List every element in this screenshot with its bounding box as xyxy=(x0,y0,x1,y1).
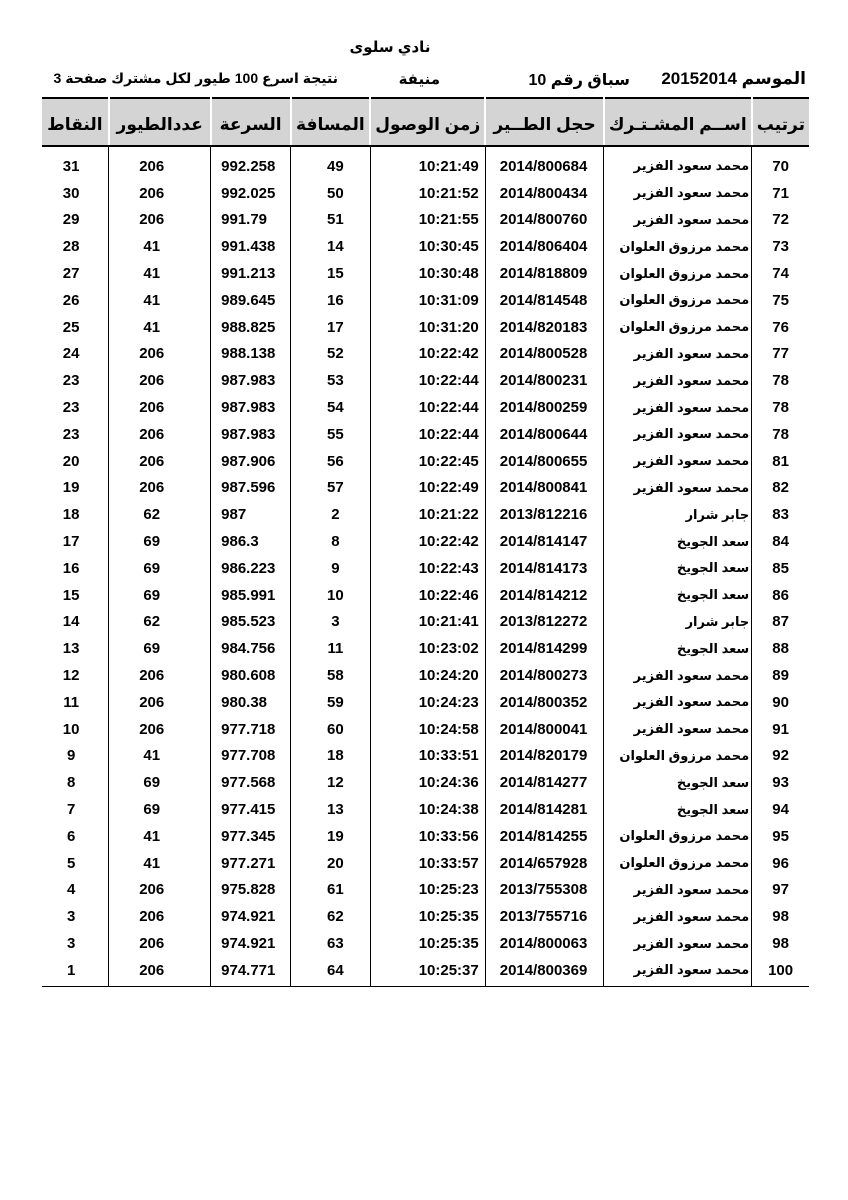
cell-name: محمد سعود الفزير xyxy=(604,930,752,957)
header-ring: حجل الطــير xyxy=(485,98,604,146)
cell-distance: 55 xyxy=(291,421,371,448)
cell-time: 10:30:45 xyxy=(370,233,485,260)
cell-speed: 974.921 xyxy=(211,930,291,957)
cell-ring: 2014/800041 xyxy=(485,716,604,743)
cell-birds: 206 xyxy=(109,716,211,743)
cell-time: 10:31:20 xyxy=(370,314,485,341)
cell-ring: 2014/800231 xyxy=(485,367,604,394)
cell-rank: 76 xyxy=(752,314,809,341)
cell-rank: 86 xyxy=(752,582,809,609)
cell-birds: 41 xyxy=(109,314,211,341)
cell-ring: 2014/800273 xyxy=(485,662,604,689)
cell-time: 10:22:46 xyxy=(370,582,485,609)
cell-birds: 41 xyxy=(109,850,211,877)
cell-birds: 41 xyxy=(109,823,211,850)
cell-ring: 2014/814173 xyxy=(485,555,604,582)
cell-name: محمد سعود الفزير xyxy=(604,341,752,368)
table-row xyxy=(42,743,809,770)
cell-name: جابر شرار xyxy=(604,501,752,528)
cell-birds: 206 xyxy=(109,957,211,986)
table-row xyxy=(42,609,809,636)
cell-points: 8 xyxy=(66,774,76,792)
cell-speed: 987.596 xyxy=(211,475,291,502)
cell-speed: 992.258 xyxy=(211,153,291,180)
cell-birds: 206 xyxy=(109,367,211,394)
table-row xyxy=(42,823,809,850)
cell-birds: 41 xyxy=(109,743,211,770)
cell-time: 10:24:20 xyxy=(370,662,485,689)
cell-birds: 206 xyxy=(109,180,211,207)
table-row xyxy=(42,287,809,314)
cell-speed: 991.79 xyxy=(211,207,291,234)
cell-distance: 2 xyxy=(291,501,371,528)
cell-distance: 60 xyxy=(291,716,371,743)
cell-distance: 20 xyxy=(291,850,371,877)
cell-speed: 985.991 xyxy=(211,582,291,609)
cell-name: سعد الجويخ xyxy=(604,769,752,796)
cell-distance: 54 xyxy=(291,394,371,421)
cell-rank: 84 xyxy=(752,528,809,555)
table-row xyxy=(42,662,809,689)
cell-distance: 12 xyxy=(291,769,371,796)
cell-time: 10:23:02 xyxy=(370,635,485,662)
cell-distance: 50 xyxy=(291,180,371,207)
cell-name: سعد الجويخ xyxy=(604,635,752,662)
header-distance: المسافة xyxy=(291,98,371,146)
table-row xyxy=(42,448,809,475)
cell-ring: 2013/812216 xyxy=(485,501,604,528)
cell-rank: 73 xyxy=(752,233,809,260)
cell-time: 10:21:22 xyxy=(370,501,485,528)
cell-name: محمد سعود الفزير xyxy=(604,394,752,421)
cell-ring: 2014/814255 xyxy=(485,823,604,850)
cell-points: 5 xyxy=(66,854,76,872)
cell-distance: 57 xyxy=(291,475,371,502)
cell-points: 12 xyxy=(62,667,80,685)
cell-ring: 2014/800352 xyxy=(485,689,604,716)
cell-name: محمد مرزوق العلوان xyxy=(604,287,752,314)
cell-points: 29 xyxy=(62,211,80,229)
cell-ring: 2014/820179 xyxy=(485,743,604,770)
table-row xyxy=(42,394,809,421)
table-row xyxy=(42,153,809,180)
cell-birds: 62 xyxy=(109,501,211,528)
cell-speed: 977.415 xyxy=(211,796,291,823)
cell-ring: 2014/800644 xyxy=(485,421,604,448)
cell-name: محمد مرزوق العلوان xyxy=(604,850,752,877)
header-rank: ترتيب xyxy=(752,98,809,146)
cell-time: 10:22:43 xyxy=(370,555,485,582)
cell-speed: 980.608 xyxy=(211,662,291,689)
table-header xyxy=(42,98,809,146)
cell-ring: 2013/812272 xyxy=(485,609,604,636)
cell-speed: 986.3 xyxy=(211,528,291,555)
cell-time: 10:22:49 xyxy=(370,475,485,502)
cell-rank: 96 xyxy=(752,850,809,877)
cell-time: 10:21:52 xyxy=(370,180,485,207)
cell-speed: 977.345 xyxy=(211,823,291,850)
cell-speed: 991.438 xyxy=(211,233,291,260)
cell-points: 10 xyxy=(62,720,80,738)
cell-speed: 992.025 xyxy=(211,180,291,207)
cell-rank: 94 xyxy=(752,796,809,823)
cell-birds: 206 xyxy=(109,689,211,716)
cell-time: 10:25:35 xyxy=(370,903,485,930)
cell-name: جابر شرار xyxy=(604,609,752,636)
cell-ring: 2014/818809 xyxy=(485,260,604,287)
cell-speed: 975.828 xyxy=(211,877,291,904)
cell-birds: 206 xyxy=(109,930,211,957)
cell-name: محمد سعود الفزير xyxy=(604,957,752,986)
cell-rank: 98 xyxy=(752,903,809,930)
header-name: اســم المشـتـرك xyxy=(604,98,752,146)
cell-distance: 56 xyxy=(291,448,371,475)
cell-ring: 2014/800528 xyxy=(485,341,604,368)
cell-points: 4 xyxy=(66,881,76,899)
cell-rank: 87 xyxy=(752,609,809,636)
cell-distance: 15 xyxy=(291,260,371,287)
table-row xyxy=(42,367,809,394)
cell-rank: 89 xyxy=(752,662,809,689)
cell-points: 24 xyxy=(62,345,80,363)
cell-speed: 977.718 xyxy=(211,716,291,743)
cell-rank: 98 xyxy=(752,930,809,957)
cell-distance: 8 xyxy=(291,528,371,555)
table-row xyxy=(42,528,809,555)
cell-time: 10:24:23 xyxy=(370,689,485,716)
cell-distance: 3 xyxy=(291,609,371,636)
cell-time: 10:21:49 xyxy=(370,153,485,180)
cell-speed: 988.825 xyxy=(211,314,291,341)
cell-points: 28 xyxy=(62,238,80,256)
cell-name: محمد سعود الفزير xyxy=(604,153,752,180)
cell-points: 16 xyxy=(62,559,80,577)
cell-rank: 75 xyxy=(752,287,809,314)
cell-points: 19 xyxy=(62,479,80,497)
cell-name: محمد مرزوق العلوان xyxy=(604,233,752,260)
cell-ring: 2013/755716 xyxy=(485,903,604,930)
header-birds: عددالطيور xyxy=(109,98,211,146)
cell-points: 7 xyxy=(66,801,76,819)
cell-speed: 987 xyxy=(211,501,291,528)
cell-points: 23 xyxy=(62,425,80,443)
table-row xyxy=(42,421,809,448)
cell-rank: 77 xyxy=(752,341,809,368)
cell-speed: 977.708 xyxy=(211,743,291,770)
cell-time: 10:22:44 xyxy=(370,367,485,394)
cell-time: 10:22:42 xyxy=(370,341,485,368)
cell-ring: 2013/755308 xyxy=(485,877,604,904)
cell-rank: 85 xyxy=(752,555,809,582)
cell-time: 10:33:57 xyxy=(370,850,485,877)
club-name: نادي سلوى xyxy=(349,39,431,56)
cell-name: محمد سعود الفزير xyxy=(604,180,752,207)
cell-time: 10:21:55 xyxy=(370,207,485,234)
cell-speed: 977.271 xyxy=(211,850,291,877)
cell-points: 26 xyxy=(62,291,80,309)
cell-time: 10:25:23 xyxy=(370,877,485,904)
cell-time: 10:30:48 xyxy=(370,260,485,287)
cell-ring: 2014/800369 xyxy=(485,957,604,986)
cell-name: سعد الجويخ xyxy=(604,555,752,582)
cell-ring: 2014/806404 xyxy=(485,233,604,260)
cell-points: 3 xyxy=(66,935,76,952)
cell-speed: 987.983 xyxy=(211,367,291,394)
cell-points: 25 xyxy=(62,318,80,336)
table-row xyxy=(42,903,809,930)
table-row xyxy=(42,850,809,877)
cell-points: 14 xyxy=(62,613,80,631)
header-points: النقاط xyxy=(42,98,109,146)
cell-birds: 69 xyxy=(109,582,211,609)
cell-ring: 2014/814299 xyxy=(485,635,604,662)
table-row xyxy=(42,501,809,528)
result-note: نتيجة اسرع 100 طيور لكل مشترك صفحة 3 xyxy=(53,70,338,86)
cell-ring: 2014/814548 xyxy=(485,287,604,314)
results-table xyxy=(42,97,809,987)
cell-rank: 100 xyxy=(752,957,809,986)
cell-time: 10:24:36 xyxy=(370,769,485,796)
cell-name: محمد مرزوق العلوان xyxy=(604,260,752,287)
cell-name: محمد سعود الفزير xyxy=(604,367,752,394)
cell-time: 10:22:44 xyxy=(370,421,485,448)
table-row xyxy=(42,475,809,502)
cell-rank: 88 xyxy=(752,635,809,662)
cell-rank: 97 xyxy=(752,877,809,904)
cell-distance: 52 xyxy=(291,341,371,368)
cell-time: 10:21:41 xyxy=(370,609,485,636)
cell-ring: 2014/820183 xyxy=(485,314,604,341)
cell-speed: 985.523 xyxy=(211,609,291,636)
cell-rank: 78 xyxy=(752,367,809,394)
cell-speed: 974.921 xyxy=(211,903,291,930)
cell-ring: 2014/800684 xyxy=(485,153,604,180)
cell-distance: 10 xyxy=(291,582,371,609)
cell-distance: 18 xyxy=(291,743,371,770)
header-time: زمن الوصول xyxy=(370,98,485,146)
table-row xyxy=(42,341,809,368)
cell-distance: 61 xyxy=(291,877,371,904)
cell-speed: 987.906 xyxy=(211,448,291,475)
cell-birds: 69 xyxy=(109,555,211,582)
cell-birds: 206 xyxy=(109,341,211,368)
cell-name: محمد سعود الفزير xyxy=(604,662,752,689)
cell-birds: 41 xyxy=(109,260,211,287)
cell-points: 13 xyxy=(62,640,80,658)
cell-points: 20 xyxy=(62,452,80,470)
cell-ring: 2014/657928 xyxy=(485,850,604,877)
race-number: سباق رقم 10 xyxy=(528,72,630,89)
table-row xyxy=(42,689,809,716)
table-row xyxy=(42,930,809,957)
cell-rank: 74 xyxy=(752,260,809,287)
cell-ring: 2014/814281 xyxy=(485,796,604,823)
cell-name: سعد الجويخ xyxy=(604,582,752,609)
cell-birds: 206 xyxy=(109,448,211,475)
cell-points: 1 xyxy=(42,957,109,986)
table-row xyxy=(42,260,809,287)
cell-birds: 206 xyxy=(109,877,211,904)
cell-distance: 62 xyxy=(291,903,371,930)
table-row xyxy=(42,716,809,743)
cell-points: 31 xyxy=(62,157,80,175)
cell-rank: 93 xyxy=(752,769,809,796)
cell-rank: 92 xyxy=(752,743,809,770)
cell-ring: 2014/814277 xyxy=(485,769,604,796)
cell-name: محمد سعود الفزير xyxy=(604,689,752,716)
cell-points: 9 xyxy=(66,747,76,765)
cell-points: 30 xyxy=(62,184,80,202)
cell-ring: 2014/800259 xyxy=(485,394,604,421)
cell-birds: 206 xyxy=(109,421,211,448)
cell-rank: 71 xyxy=(752,180,809,207)
cell-name: سعد الجويخ xyxy=(604,796,752,823)
cell-ring: 2014/800655 xyxy=(485,448,604,475)
table-row xyxy=(42,769,809,796)
cell-name: محمد سعود الفزير xyxy=(604,207,752,234)
cell-birds: 41 xyxy=(109,233,211,260)
table-row xyxy=(42,180,809,207)
cell-time: 10:33:56 xyxy=(370,823,485,850)
cell-speed: 984.756 xyxy=(211,635,291,662)
table-body xyxy=(42,146,809,986)
cell-time: 10:24:38 xyxy=(370,796,485,823)
cell-time: 10:31:09 xyxy=(370,287,485,314)
cell-points: 27 xyxy=(62,265,80,283)
loft-name: منيفة xyxy=(398,71,440,88)
cell-ring: 2014/800841 xyxy=(485,475,604,502)
cell-speed: 991.213 xyxy=(211,260,291,287)
table-row xyxy=(42,957,809,986)
cell-birds: 206 xyxy=(109,475,211,502)
cell-speed: 980.38 xyxy=(211,689,291,716)
cell-rank: 78 xyxy=(752,394,809,421)
cell-ring: 2014/814147 xyxy=(485,528,604,555)
cell-speed: 988.138 xyxy=(211,341,291,368)
cell-distance: 19 xyxy=(291,823,371,850)
cell-distance: 17 xyxy=(291,314,371,341)
cell-birds: 206 xyxy=(109,153,211,180)
cell-time: 10:25:37 xyxy=(370,957,485,986)
cell-speed: 989.645 xyxy=(211,287,291,314)
cell-distance: 51 xyxy=(291,207,371,234)
cell-rank: 95 xyxy=(752,823,809,850)
cell-points: 23 xyxy=(62,372,80,390)
cell-points: 17 xyxy=(62,533,80,551)
cell-distance: 64 xyxy=(291,957,371,986)
cell-birds: 41 xyxy=(109,287,211,314)
cell-ring: 2014/814212 xyxy=(485,582,604,609)
cell-birds: 69 xyxy=(109,528,211,555)
cell-points: 18 xyxy=(62,506,80,524)
cell-speed: 987.983 xyxy=(211,394,291,421)
cell-rank: 82 xyxy=(752,475,809,502)
cell-distance: 59 xyxy=(291,689,371,716)
cell-distance: 16 xyxy=(291,287,371,314)
cell-distance: 49 xyxy=(291,153,371,180)
cell-points: 11 xyxy=(63,693,80,711)
cell-name: محمد سعود الفزير xyxy=(604,475,752,502)
cell-birds: 69 xyxy=(109,769,211,796)
cell-distance: 9 xyxy=(291,555,371,582)
table-row xyxy=(42,635,809,662)
cell-time: 10:24:58 xyxy=(370,716,485,743)
cell-distance: 13 xyxy=(291,796,371,823)
cell-distance: 53 xyxy=(291,367,371,394)
cell-birds: 69 xyxy=(109,796,211,823)
cell-birds: 206 xyxy=(109,903,211,930)
cell-speed: 974.771 xyxy=(211,957,291,986)
cell-ring: 2014/800434 xyxy=(485,180,604,207)
cell-distance: 58 xyxy=(291,662,371,689)
cell-distance: 11 xyxy=(291,635,371,662)
cell-name: محمد مرزوق العلوان xyxy=(604,314,752,341)
table-row xyxy=(42,796,809,823)
table-row xyxy=(42,233,809,260)
table-row xyxy=(42,207,809,234)
cell-birds: 62 xyxy=(109,609,211,636)
table-row xyxy=(42,314,809,341)
cell-birds: 206 xyxy=(109,662,211,689)
cell-distance: 63 xyxy=(291,930,371,957)
cell-points: 23 xyxy=(62,399,80,417)
cell-time: 10:22:44 xyxy=(370,394,485,421)
cell-speed: 986.223 xyxy=(211,555,291,582)
cell-name: محمد سعود الفزير xyxy=(604,448,752,475)
cell-name: محمد سعود الفزير xyxy=(604,716,752,743)
cell-rank: 91 xyxy=(752,716,809,743)
cell-name: محمد مرزوق العلوان xyxy=(604,743,752,770)
header-speed: السرعة xyxy=(211,98,291,146)
cell-rank: 81 xyxy=(752,448,809,475)
cell-birds: 206 xyxy=(109,207,211,234)
cell-name: سعد الجويخ xyxy=(604,528,752,555)
cell-time: 10:22:42 xyxy=(370,528,485,555)
cell-speed: 977.568 xyxy=(211,769,291,796)
cell-points: 15 xyxy=(62,586,80,604)
cell-name: محمد سعود الفزير xyxy=(604,903,752,930)
cell-name: محمد سعود الفزير xyxy=(604,877,752,904)
cell-ring: 2014/800063 xyxy=(485,930,604,957)
cell-time: 10:33:51 xyxy=(370,743,485,770)
season-label: الموسم 20152014 xyxy=(661,69,806,88)
table-row xyxy=(42,555,809,582)
cell-rank: 72 xyxy=(752,207,809,234)
cell-name: محمد مرزوق العلوان xyxy=(604,823,752,850)
cell-time: 10:22:45 xyxy=(370,448,485,475)
cell-distance: 14 xyxy=(291,233,371,260)
table-row xyxy=(42,582,809,609)
cell-ring: 2014/800760 xyxy=(485,207,604,234)
cell-name: محمد سعود الفزير xyxy=(604,421,752,448)
cell-speed: 987.983 xyxy=(211,421,291,448)
cell-birds: 206 xyxy=(109,394,211,421)
table-row xyxy=(42,877,809,904)
cell-rank: 90 xyxy=(752,689,809,716)
cell-time: 10:25:35 xyxy=(370,930,485,957)
cell-rank: 70 xyxy=(752,153,809,180)
cell-rank: 78 xyxy=(752,421,809,448)
cell-birds: 69 xyxy=(109,635,211,662)
cell-rank: 83 xyxy=(752,501,809,528)
cell-points: 3 xyxy=(66,908,76,926)
cell-points: 6 xyxy=(66,827,76,845)
